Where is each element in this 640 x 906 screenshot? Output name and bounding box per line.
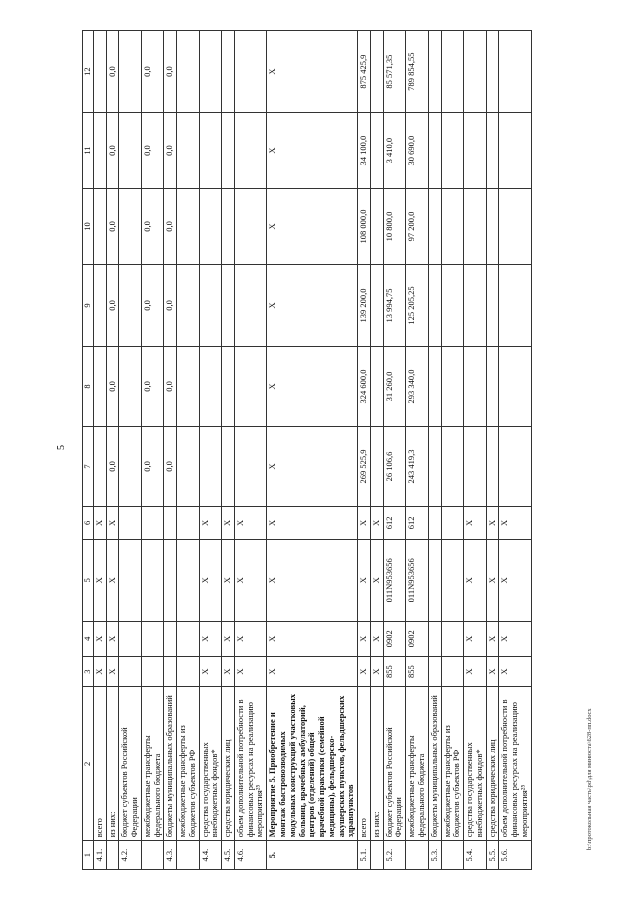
table-row [222, 31, 235, 870]
row-name-cell: средства государственных внебюджетных фондов* [464, 687, 487, 841]
table-row [164, 31, 177, 870]
header-cell: 11 [83, 113, 94, 189]
value-cell [177, 264, 200, 346]
value-cell [119, 346, 142, 426]
value-cell: 0902 [406, 621, 429, 656]
row-number-cell [370, 841, 383, 870]
value-cell [370, 426, 383, 506]
value-cell [428, 621, 441, 656]
value-cell: 0,0 [141, 113, 164, 189]
value-cell [177, 189, 200, 265]
value-cell: 789 854,55 [406, 31, 429, 113]
value-cell: 139 200,0 [358, 264, 371, 346]
value-cell: X [486, 506, 499, 539]
row-name-cell: средства государственных внебюджетных фондов* [199, 687, 222, 841]
value-cell: 31 260,0 [383, 346, 406, 426]
value-cell: X [222, 621, 235, 656]
table-row [358, 31, 371, 870]
value-cell [370, 113, 383, 189]
value-cell: X [234, 621, 266, 656]
table-row [499, 31, 531, 870]
value-cell [370, 189, 383, 265]
value-cell: X [464, 539, 487, 621]
value-cell [464, 264, 487, 346]
row-name-cell: всего [358, 687, 371, 841]
value-cell [499, 189, 531, 265]
value-cell: 0,0 [164, 31, 177, 113]
value-cell [428, 113, 441, 189]
value-cell [428, 264, 441, 346]
value-cell: X [370, 539, 383, 621]
value-cell: 97 200,0 [406, 189, 429, 265]
row-name-cell: из них: [370, 687, 383, 841]
value-cell [234, 31, 266, 113]
value-cell [428, 346, 441, 426]
header-cell: 5 [83, 539, 94, 621]
value-cell: 243 419,3 [406, 426, 429, 506]
value-cell [428, 426, 441, 506]
value-cell: X [106, 539, 119, 621]
value-cell [119, 426, 142, 506]
value-cell: 26 106,6 [383, 426, 406, 506]
value-cell: 0,0 [106, 189, 119, 265]
value-cell [499, 113, 531, 189]
value-cell: X [222, 656, 235, 687]
value-cell [499, 264, 531, 346]
value-cell [499, 31, 531, 113]
value-cell [141, 621, 164, 656]
value-cell: 875 425,9 [358, 31, 371, 113]
value-cell: X [93, 621, 106, 656]
row-number-cell: 4.4. [199, 841, 222, 870]
value-cell: X [93, 539, 106, 621]
value-cell: X [486, 621, 499, 656]
value-cell: X [222, 506, 235, 539]
header-row [83, 31, 94, 870]
value-cell [199, 264, 222, 346]
value-cell: X [486, 656, 499, 687]
header-cell: 12 [83, 31, 94, 113]
value-cell: 0,0 [164, 346, 177, 426]
row-name-cell: бюджеты муниципальных образований [428, 687, 441, 841]
table-row [464, 31, 487, 870]
value-cell [93, 426, 106, 506]
value-cell: X [267, 506, 358, 539]
value-cell [119, 621, 142, 656]
budget-table-container [82, 30, 532, 870]
table-row [93, 31, 106, 870]
value-cell: X [267, 113, 358, 189]
value-cell [486, 31, 499, 113]
value-cell [119, 656, 142, 687]
table-row [141, 31, 164, 870]
table-row [370, 31, 383, 870]
table-row [106, 31, 119, 870]
value-cell [441, 31, 464, 113]
value-cell [441, 621, 464, 656]
row-name-cell: средства юридических лиц [486, 687, 499, 841]
row-number-cell: 5.4. [464, 841, 487, 870]
table-row [177, 31, 200, 870]
value-cell: 855 [383, 656, 406, 687]
value-cell: X [267, 426, 358, 506]
value-cell: 0,0 [164, 113, 177, 189]
header-cell: 2 [83, 687, 94, 841]
row-name-cell: бюджеты муниципальных образований [164, 687, 177, 841]
value-cell: 0,0 [106, 426, 119, 506]
value-cell: 0,0 [164, 264, 177, 346]
value-cell: X [499, 506, 531, 539]
value-cell [199, 426, 222, 506]
value-cell: X [267, 189, 358, 265]
table-row [486, 31, 499, 870]
table-row [383, 31, 406, 870]
value-cell: X [358, 506, 371, 539]
value-cell [464, 31, 487, 113]
value-cell [119, 264, 142, 346]
value-cell [234, 426, 266, 506]
value-cell: X [106, 656, 119, 687]
value-cell [222, 31, 235, 113]
header-cell: 10 [83, 189, 94, 265]
row-name-cell: Мероприятие 5. Приобретение и монтаж быстровозводимых модульных конструкций участковых больниц, врачебных амбулаторий, центров (отделений) общей врачебной практики (семейной медицины), фельдшерско-акушерских пунктов, фельдшерских здравпунктов [267, 687, 358, 841]
table-row [119, 31, 142, 870]
value-cell: 0,0 [141, 189, 164, 265]
value-cell: 269 525,9 [358, 426, 371, 506]
value-cell [93, 113, 106, 189]
value-cell [177, 621, 200, 656]
row-name-cell: межбюджетные трансферты из бюджетов субъектов РФ [441, 687, 464, 841]
value-cell: X [267, 539, 358, 621]
value-cell: 612 [406, 506, 429, 539]
value-cell [428, 656, 441, 687]
value-cell [370, 346, 383, 426]
row-number-cell: 4.2. [119, 841, 142, 870]
row-name-cell: всего [93, 687, 106, 841]
value-cell: 0,0 [106, 346, 119, 426]
value-cell: X [267, 656, 358, 687]
row-name-cell: межбюджетные трансферты федерального бюджета [406, 687, 429, 841]
value-cell [486, 346, 499, 426]
budget-table [82, 30, 532, 870]
value-cell [428, 31, 441, 113]
value-cell: 0,0 [141, 264, 164, 346]
value-cell [164, 539, 177, 621]
value-cell [199, 189, 222, 265]
value-cell: 125 205,25 [406, 264, 429, 346]
value-cell [177, 31, 200, 113]
value-cell: 0,0 [106, 264, 119, 346]
value-cell [141, 539, 164, 621]
value-cell [441, 506, 464, 539]
value-cell: X [499, 621, 531, 656]
file-path-footer: b:\протокольная часть\pd\для минюста\628-пп.docx [586, 708, 593, 850]
header-cell: 8 [83, 346, 94, 426]
value-cell [486, 264, 499, 346]
value-cell [441, 656, 464, 687]
row-number-cell [441, 841, 464, 870]
value-cell: 324 600,0 [358, 346, 371, 426]
row-number-cell: 5. [267, 841, 358, 870]
value-cell [177, 426, 200, 506]
value-cell: X [267, 346, 358, 426]
row-name-cell: межбюджетные трансферты федерального бюджета [141, 687, 164, 841]
value-cell: 108 000,0 [358, 189, 371, 265]
value-cell [177, 113, 200, 189]
value-cell [177, 656, 200, 687]
value-cell [164, 656, 177, 687]
value-cell [199, 113, 222, 189]
value-cell: X [93, 506, 106, 539]
value-cell: X [358, 539, 371, 621]
table-row [234, 31, 266, 870]
value-cell: 34 100,0 [358, 113, 371, 189]
value-cell [234, 264, 266, 346]
value-cell [486, 189, 499, 265]
row-name-cell: средства юридических лиц [222, 687, 235, 841]
row-number-cell: 4.3. [164, 841, 177, 870]
value-cell [222, 264, 235, 346]
value-cell [222, 426, 235, 506]
value-cell [119, 506, 142, 539]
value-cell: 0,0 [106, 113, 119, 189]
value-cell: 85 571,35 [383, 31, 406, 113]
value-cell [441, 346, 464, 426]
row-number-cell [106, 841, 119, 870]
value-cell: X [93, 656, 106, 687]
value-cell [199, 346, 222, 426]
row-number-cell [406, 841, 429, 870]
value-cell: 13 994,75 [383, 264, 406, 346]
value-cell [164, 506, 177, 539]
value-cell [93, 264, 106, 346]
value-cell [119, 189, 142, 265]
value-cell: 0,0 [141, 426, 164, 506]
value-cell: 0,0 [164, 426, 177, 506]
value-cell: X [199, 621, 222, 656]
value-cell: X [234, 539, 266, 621]
value-cell [441, 539, 464, 621]
value-cell: 855 [406, 656, 429, 687]
value-cell: 612 [383, 506, 406, 539]
value-cell [164, 621, 177, 656]
value-cell [464, 346, 487, 426]
value-cell [177, 346, 200, 426]
row-number-cell: 5.6. [499, 841, 531, 870]
value-cell: X [370, 621, 383, 656]
value-cell [370, 264, 383, 346]
value-cell [119, 539, 142, 621]
value-cell: 0,0 [106, 31, 119, 113]
value-cell [499, 426, 531, 506]
header-cell: 6 [83, 506, 94, 539]
header-cell: 9 [83, 264, 94, 346]
value-cell: X [464, 656, 487, 687]
value-cell [441, 113, 464, 189]
header-cell: 4 [83, 621, 94, 656]
value-cell: X [234, 506, 266, 539]
value-cell: X [358, 621, 371, 656]
value-cell: 0902 [383, 621, 406, 656]
row-number-cell: 5.3. [428, 841, 441, 870]
value-cell: X [499, 539, 531, 621]
value-cell: X [267, 264, 358, 346]
value-cell [486, 113, 499, 189]
table-row [199, 31, 222, 870]
value-cell: X [358, 656, 371, 687]
value-cell [199, 31, 222, 113]
value-cell [441, 189, 464, 265]
value-cell: 30 690,0 [406, 113, 429, 189]
row-number-cell: 5.2. [383, 841, 406, 870]
row-number-cell [177, 841, 200, 870]
table-row [428, 31, 441, 870]
table-row [441, 31, 464, 870]
value-cell: X [222, 539, 235, 621]
value-cell: 10 800,0 [383, 189, 406, 265]
header-cell: 1 [83, 841, 94, 870]
value-cell [486, 426, 499, 506]
value-cell: X [106, 621, 119, 656]
value-cell [370, 31, 383, 113]
row-name-cell: бюджет субъектов Российской Федерации [383, 687, 406, 841]
value-cell [222, 189, 235, 265]
value-cell: X [267, 621, 358, 656]
row-number-cell: 5.1. [358, 841, 371, 870]
value-cell: X [199, 656, 222, 687]
value-cell: X [370, 506, 383, 539]
row-number-cell [141, 841, 164, 870]
value-cell [177, 506, 200, 539]
table-row [406, 31, 429, 870]
value-cell [441, 264, 464, 346]
value-cell [428, 539, 441, 621]
value-cell: 011N953656 [383, 539, 406, 621]
row-name-cell: из них: [106, 687, 119, 841]
value-cell [119, 113, 142, 189]
value-cell [93, 189, 106, 265]
value-cell [141, 656, 164, 687]
row-name-cell: объем дополнительной потребности в финансовых ресурсах на реализацию мероприятия²⁵ [234, 687, 266, 841]
value-cell [234, 113, 266, 189]
value-cell [428, 506, 441, 539]
row-number-cell: 4.6. [234, 841, 266, 870]
value-cell: 3 410,0 [383, 113, 406, 189]
value-cell: X [106, 506, 119, 539]
value-cell [234, 346, 266, 426]
header-cell: 3 [83, 656, 94, 687]
value-cell: X [464, 506, 487, 539]
value-cell: X [267, 31, 358, 113]
row-name-cell: межбюджетные трансферты из бюджетов субъектов РФ [177, 687, 200, 841]
value-cell: X [486, 539, 499, 621]
value-cell: X [370, 656, 383, 687]
header-cell: 7 [83, 426, 94, 506]
value-cell: 0,0 [141, 31, 164, 113]
value-cell [428, 189, 441, 265]
row-name-cell: бюджет субъектов Российской Федерации [119, 687, 142, 841]
value-cell [441, 426, 464, 506]
value-cell: 0,0 [164, 189, 177, 265]
value-cell: 0,0 [141, 346, 164, 426]
row-number-cell: 4.5. [222, 841, 235, 870]
value-cell [222, 113, 235, 189]
value-cell [141, 506, 164, 539]
value-cell: X [199, 539, 222, 621]
row-name-cell: объем дополнительной потребности в финансовых ресурсах на реализацию мероприятия²⁵ [499, 687, 531, 841]
value-cell [464, 113, 487, 189]
row-number-cell: 5.5. [486, 841, 499, 870]
value-cell: X [464, 621, 487, 656]
value-cell: 011N953656 [406, 539, 429, 621]
row-number-cell: 4.1. [93, 841, 106, 870]
value-cell [93, 31, 106, 113]
value-cell [177, 539, 200, 621]
value-cell [464, 426, 487, 506]
value-cell [222, 346, 235, 426]
value-cell [93, 346, 106, 426]
page-number: 5 [56, 445, 67, 450]
value-cell [464, 189, 487, 265]
table-row [267, 31, 358, 870]
value-cell: X [234, 656, 266, 687]
value-cell: 293 340,0 [406, 346, 429, 426]
value-cell [119, 31, 142, 113]
value-cell [234, 189, 266, 265]
value-cell: X [499, 656, 531, 687]
value-cell: X [199, 506, 222, 539]
value-cell [499, 346, 531, 426]
